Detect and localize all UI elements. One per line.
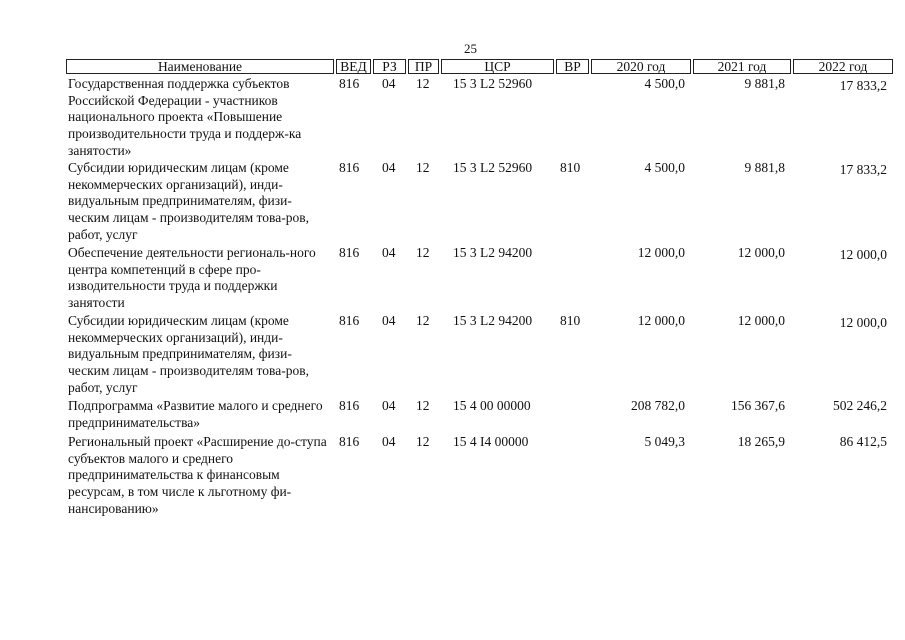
- cell-2020: 12 000,0: [637, 245, 685, 260]
- cell-name: Региональный проект «Расширение до-ступа субъектов малого и среднего предпринимательства к финансовым ресурсам, в том числе к льготному фи-нансированию»: [68, 434, 327, 516]
- cell-pr: 12: [416, 160, 430, 175]
- cell-csr: 15 4 I4 00000: [453, 434, 529, 449]
- cell-pr: 12: [416, 76, 430, 91]
- cell-name: Субсидии юридическим лицам (кроме некоммерческих организаций), инди-видуальным предпринимателям, физи-ческим лицам - производителям това-ров, работ, услуг: [68, 160, 309, 242]
- cell-ved: 816: [339, 313, 360, 328]
- cell-2021: 18 265,9: [737, 434, 785, 449]
- cell-2022: 12 000,0: [839, 247, 887, 262]
- cell-rz: 04: [382, 76, 396, 91]
- header-vr: ВР: [556, 59, 589, 74]
- cell-ved: 816: [339, 76, 360, 91]
- cell-ved: 816: [339, 434, 360, 449]
- cell-name: Государственная поддержка субъектов Российской Федерации - участников национального проекта «Повышение производительности труда и поддерж-ка занятости»: [68, 76, 302, 158]
- cell-pr: 12: [416, 245, 430, 260]
- cell-2020: 5 049,3: [644, 434, 685, 449]
- cell-name: Подпрограмма «Развитие малого и среднего предпринимательства»: [68, 398, 323, 430]
- cell-rz: 04: [382, 398, 396, 413]
- page-number: 25: [464, 41, 477, 56]
- cell-rz: 04: [382, 160, 396, 175]
- cell-2022: 17 833,2: [839, 78, 887, 93]
- cell-2021: 9 881,8: [744, 76, 785, 91]
- cell-2021: 156 367,6: [731, 398, 785, 413]
- header-2020: 2020 год: [591, 59, 691, 74]
- cell-rz: 04: [382, 245, 396, 260]
- cell-csr: 15 3 L2 52960: [453, 160, 533, 175]
- header-name: Наименование: [66, 59, 334, 74]
- cell-2022: 86 412,5: [839, 434, 887, 449]
- cell-rz: 04: [382, 313, 396, 328]
- cell-name: Субсидии юридическим лицам (кроме некоммерческих организаций), инди-видуальным предпринимателям, физи-ческим лицам - производителям това-ров, работ, услуг: [68, 313, 309, 395]
- header-2021: 2021 год: [693, 59, 791, 74]
- cell-2022: 12 000,0: [839, 315, 887, 330]
- cell-name: Обеспечение деятельности региональ-ного центра компетенций в сфере про-изводительности труда и поддержки занятости: [68, 245, 316, 311]
- cell-2020: 208 782,0: [631, 398, 685, 413]
- cell-pr: 12: [416, 313, 430, 328]
- cell-csr: 15 3 L2 94200: [453, 313, 533, 328]
- cell-pr: 12: [416, 434, 430, 449]
- cell-csr: 15 4 00 00000: [453, 398, 531, 413]
- cell-2020: 4 500,0: [644, 76, 685, 91]
- cell-vr: 810: [560, 313, 581, 328]
- cell-csr: 15 3 L2 94200: [453, 245, 533, 260]
- cell-2021: 9 881,8: [744, 160, 785, 175]
- header-pr: ПР: [408, 59, 439, 74]
- cell-2021: 12 000,0: [737, 245, 785, 260]
- cell-ved: 816: [339, 398, 360, 413]
- cell-2020: 4 500,0: [644, 160, 685, 175]
- cell-rz: 04: [382, 434, 396, 449]
- header-2022: 2022 год: [793, 59, 893, 74]
- cell-2022: 502 246,2: [833, 398, 887, 413]
- header-ved: ВЕД: [336, 59, 371, 74]
- header-rz: РЗ: [373, 59, 406, 74]
- cell-2021: 12 000,0: [737, 313, 785, 328]
- cell-csr: 15 3 L2 52960: [453, 76, 533, 91]
- header-csr: ЦСР: [441, 59, 554, 74]
- cell-2020: 12 000,0: [637, 313, 685, 328]
- cell-ved: 816: [339, 245, 360, 260]
- cell-2022: 17 833,2: [839, 162, 887, 177]
- cell-ved: 816: [339, 160, 360, 175]
- cell-pr: 12: [416, 398, 430, 413]
- cell-vr: 810: [560, 160, 581, 175]
